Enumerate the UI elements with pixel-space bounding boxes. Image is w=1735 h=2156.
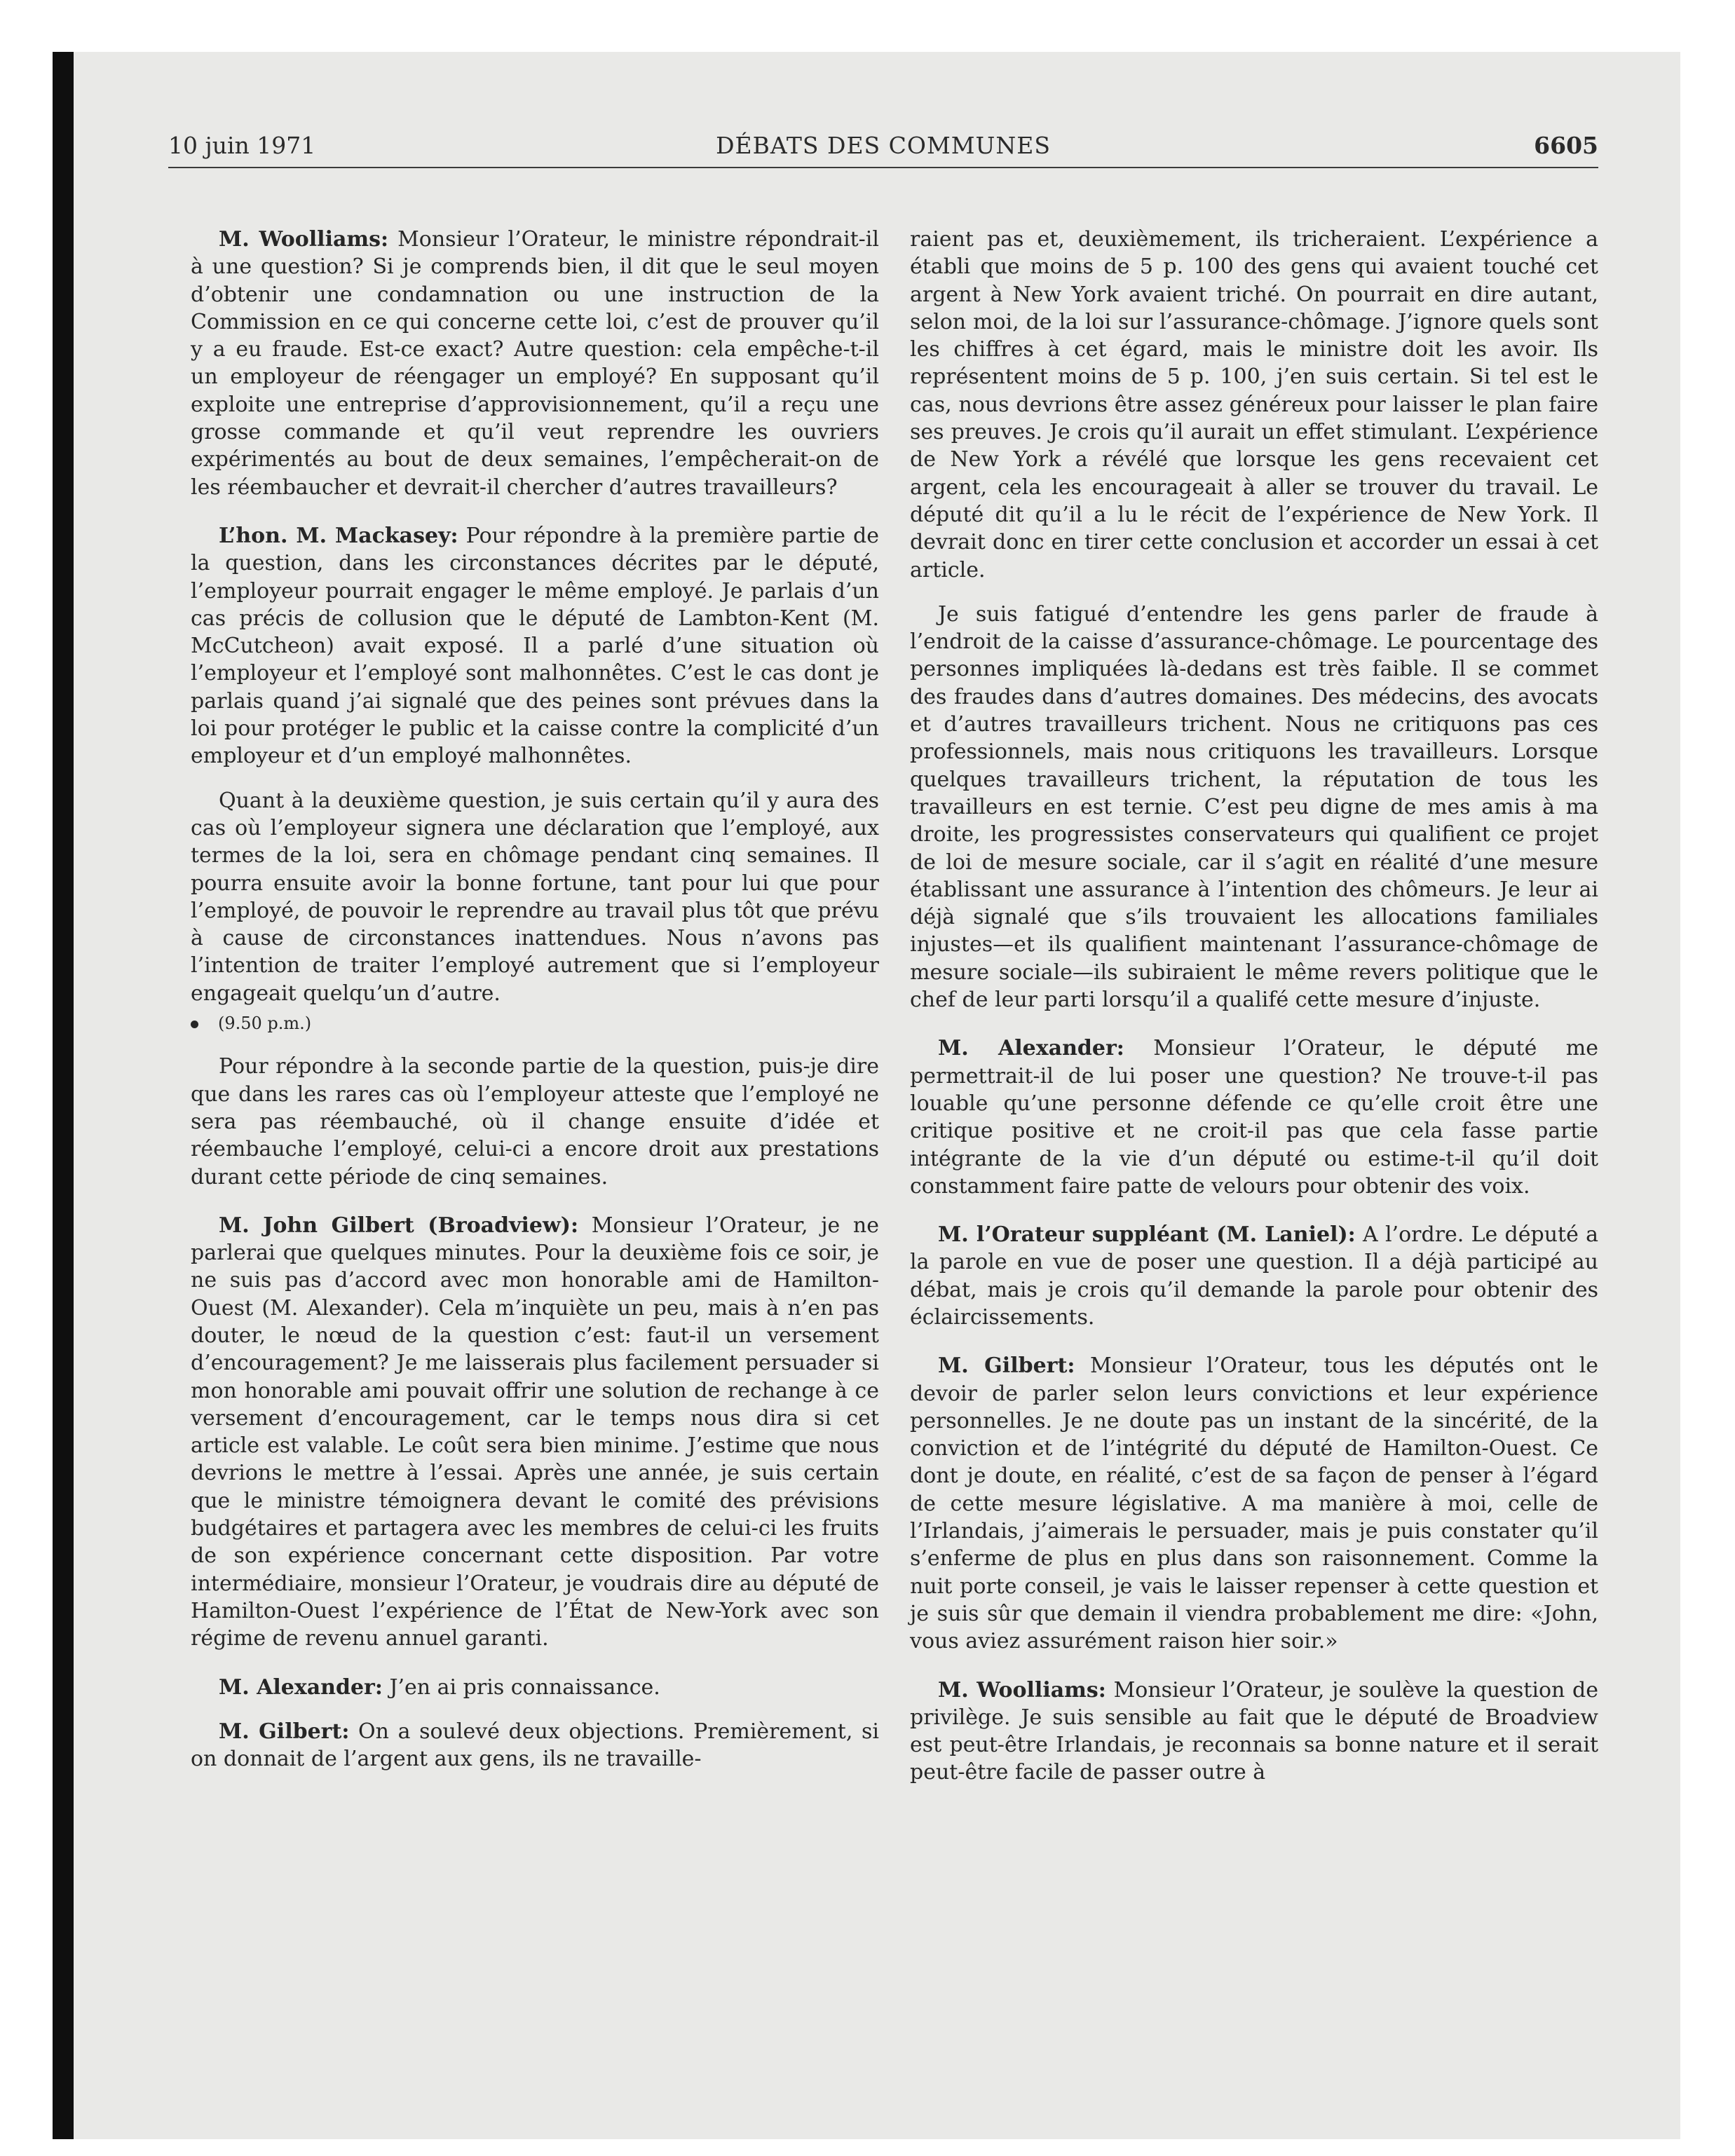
time-note-text: (9.50 p.m.) <box>218 1014 312 1034</box>
bullet-icon <box>191 1021 198 1028</box>
speaker-name: M. Gilbert: <box>938 1353 1075 1379</box>
paragraph-gilbert-objections <box>191 1718 879 1773</box>
paragraph-alexander-question <box>910 1035 1598 1200</box>
paragraph-text: On a soulevé deux objections. Premièrement, si on donnait de l’argent aux gens, ils ne travaille- <box>191 1719 879 1772</box>
header-date: 10 juin 1971 <box>168 132 316 159</box>
paragraph-text: Monsieur l’Orateur, le ministre répondrait-il à une question? Si je comprends bien, il dit que le seul moyen d’obtenir une condamnation ou une instruction de la Commission en ce qui concerne cette loi, c’est de prouver qu’il y a eu fraude. Est-ce exact? Autre question: cela empêche-t-il un employeur de réengager un employé? En supposant qu’il exploite une entreprise d’approvisionnement, qu’il a reçu une grosse commande et qu’il veut reprendre les ouvriers expérimentés au bout de deux semaines, l’empêcherait-on de les réembaucher et devrait-il chercher d’autres travailleurs? <box>191 227 879 500</box>
paragraph-text: Monsieur l’Orateur, tous les députés ont le devoir de parler selon leurs convictions et leur expérience personnelles. Je ne doute pas un instant de la sincérité, de la conviction et de l’intégrité du député de Hamilton-Ouest. Ce dont je doute, en réalité, c’est de sa façon de penser à l’égard de cette mesure législative. A ma manière à moi, celle de l’Irlandais, j’aimerais le persuader, mais je puis constater qu’il s’enferme de plus en plus dans son raisonnement. Comme la nuit porte conseil, je vais le laisser repenser à cette question et je suis sûr que demain il viendra probablement me dire: «John, vous aviez assurément raison hier soir.» <box>910 1353 1598 1654</box>
left-column <box>191 226 879 1773</box>
paragraph-deputy-speaker <box>910 1221 1598 1331</box>
paragraph-gilbert-speech <box>191 1212 879 1653</box>
speaker-name: M. Woolliams: <box>938 1677 1106 1703</box>
right-column <box>910 226 1598 1787</box>
speaker-name: M. Woolliams: <box>219 227 389 252</box>
page-header <box>168 132 1598 167</box>
speaker-name: L’hon. M. Mackasey: <box>219 523 458 548</box>
time-note <box>191 1010 879 1037</box>
speaker-name: M. Gilbert: <box>219 1719 350 1744</box>
paragraph-text: A l’ordre. Le député a la parole en vue de poser une question. Il a déjà participé au débat, mais je crois qu’il demande la parole pour obtenir des éclaircissements. <box>910 1222 1598 1330</box>
paragraph-text: J’en ai pris connaissance. <box>389 1674 660 1700</box>
paragraph-text: Monsieur l’Orateur, le député me permettrait-il de lui poser une question? Ne trouve-t-il pas louable qu’une personne défende ce qu’elle croit être une critique positive et ne croit-il pas que cela fasse partie intégrante de la vie d’un député ou estime-t-il qu’il doit constamment faire patte de velours pour obtenir des voix. <box>910 1036 1598 1199</box>
paragraph-alexander-note <box>191 1674 879 1701</box>
speaker-name: M. John Gilbert (Broadview): <box>219 1213 579 1238</box>
paragraph-mackasey-reply <box>191 522 879 770</box>
header-rule <box>168 167 1598 168</box>
header-journal-title: DÉBATS DES COMMUNES <box>716 132 1051 159</box>
paragraph-woolliams-privilege <box>910 1677 1598 1787</box>
speaker-name: M. Alexander: <box>938 1036 1124 1061</box>
speaker-name: M. l’Orateur suppléant (M. Laniel): <box>938 1222 1356 1248</box>
paragraph-continuation: raient pas et, deuxièmement, ils tricheraient. L’expérience a établi que moins de 5 p. 100 des gens qui avaient touché cet argent à New York avaient triché. On pourrait en dire autant, selon moi, de la loi sur l’assurance-chômage. J’ignore quels sont les chiffres à cet égard, mais le ministre doit les avoir. Ils représentent moins de 5 p. 100, j’en suis certain. Si tel est le cas, nous devrions être assez généreux pour laisser le plan faire ses preuves. Je crois qu’il aurait un effet stimulant. L’expérience de New York a révélé que lorsque les gens recevaient cet argent, cela les encourageait à aller se trouver du travail. Le député dit qu’il a lu le récit de l’expérience de New York. Il devrait donc en tirer cette conclusion et accorder un essai à cet article. <box>910 227 1598 582</box>
paragraph-text: Pour répondre à la première partie de la question, dans les circonstances décrites par le député, l’employeur pourrait engager le même employé. Je parlais d’un cas précis de collusion que le député de Lambton-Kent (M. McCutcheon) avait exposé. Il a parlé d’une situation où l’employeur et l’employé sont malhonnêtes. C’est le cas dont je parlais quand j’ai signalé que des peines sont prévues dans la loi pour protéger le public et la caisse contre la complicité d’un employeur et d’un employé malhonnêtes. <box>191 523 879 769</box>
paragraph-gilbert-reply <box>910 1352 1598 1655</box>
paragraph-second-part-reply: Pour répondre à la seconde partie de la question, puis-je dire que dans les rares cas où l’employeur atteste que l’employé ne sera pas réembauché, où il change ensuite d’idée et réembauche l’employé, celui-ci a encore droit aux prestations durant cette période de cinq semaines. <box>191 1054 879 1189</box>
paragraph-text: Monsieur l’Orateur, je soulève la question de privilège. Je suis sensible au fait que le député de Broadview est peut-être Irlandais, je reconnais sa bonne nature et il serait peut-être facile de passer outre à <box>910 1677 1598 1785</box>
binding-edge <box>53 52 74 2139</box>
paragraph-woolliams-question <box>191 226 879 501</box>
paragraph-second-question: Quant à la deuxième question, je suis certain qu’il y aura des cas où l’employeur signera une déclaration que l’employé, aux termes de la loi, sera en chômage pendant cinq semaines. Il pourra ensuite avoir la bonne fortune, tant pour lui que pour l’employé, de pouvoir le reprendre au travail plus tôt que prévu à cause de circonstances inattendues. Nous n’avons pas l’intention de traiter l’employé autrement que si l’employeur engageait quelqu’un d’autre. <box>191 788 879 1006</box>
paragraph-text: Monsieur l’Orateur, je ne parlerai que quelques minutes. Pour la deuxième fois ce soir, je ne suis pas d’accord avec mon honorable ami de Hamilton-Ouest (M. Alexander). Cela m’inquiète un peu, mais à n’en pas douter, le nœud de la question c’est: faut-il un versement d’encouragement? Je me laisserais plus facilement persuader si mon honorable ami pouvait offrir une solution de rechange à ce versement d’encouragement, car le temps nous dira si cet article est valable. Le coût sera bien minime. J’estime que nous devrions le mettre à l’essai. Après une année, je suis certain que le ministre témoignera devant le comité des prévisions budgétaires et partagera avec les membres de celui-ci les fruits de son expérience concernant cette disposition. Par votre intermédiaire, monsieur l’Orateur, je voudrais dire au député de Hamilton-Ouest l’expérience de l’État de New-York avec son régime de revenu annuel garanti. <box>191 1213 879 1651</box>
speaker-name: M. Alexander: <box>219 1674 383 1700</box>
header-page-number: 6605 <box>1534 132 1598 159</box>
paragraph-fraud-remarks: Je suis fatigué d’entendre les gens parler de fraude à l’endroit de la caisse d’assurance-chômage. Le pourcentage des personnes impliquées là-dedans est très faible. Il se commet des fraudes dans d’autres domaines. Des médecins, des avocats et d’autres travailleurs trichent. Nous ne critiquons pas ces professionnels, mais nous critiquons les travailleurs. Lorsque quelques travailleurs trichent, la réputation de tous les travailleurs en est ternie. C’est peu digne de mes amis à ma droite, les progressistes conservateurs qui qualifient ce projet de loi de mesure sociale, car il s’agit en réalité d’une mesure établissant une assurance à l’intention des chômeurs. Je leur ai déjà signalé que s’ils trouvaient les allocations familiales injustes—et ils qualifient maintenant l’assurance-chômage de mesure sociale—ils subiraient le même revers politique que le chef de leur parti lorsqu’il a qualifé cette mesure d’injuste. <box>910 601 1598 1013</box>
